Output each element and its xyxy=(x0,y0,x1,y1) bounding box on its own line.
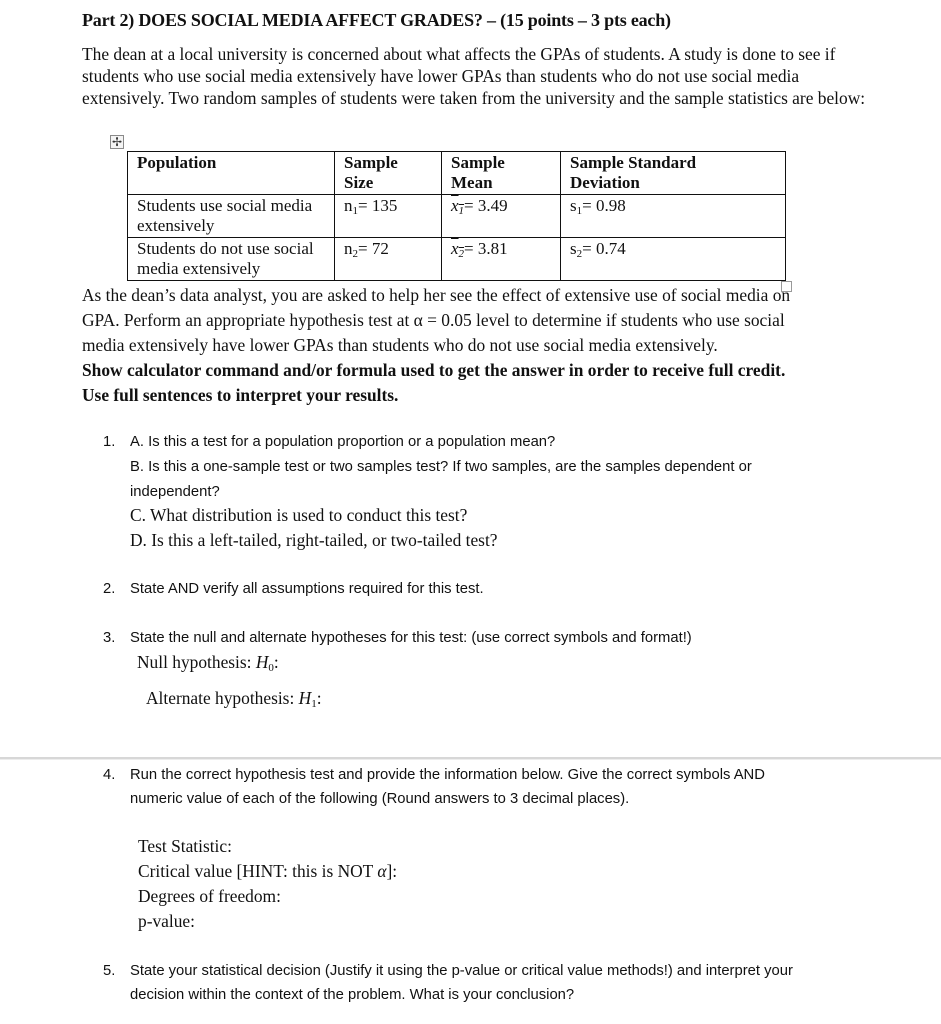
header-population: Population xyxy=(128,152,335,195)
question-number: 2. xyxy=(103,581,116,597)
intro-paragraph: The dean at a local university is concerned about what affects the GPAs of students. A study is done to see if students who use social media extensively have lower GPAs than students who do not use social media extensively. Two random samples of students were taken from the university and the sample statistics are below: xyxy=(82,44,866,108)
table-move-handle-icon[interactable]: ✢ xyxy=(111,135,123,149)
table-row xyxy=(128,195,786,238)
sample-statistics-table xyxy=(127,151,786,281)
section-title: Part 2) DOES SOCIAL MEDIA AFFECT GRADES? – (15 points – 3 pts each) xyxy=(82,10,671,30)
p-value-label: p-value: xyxy=(138,911,195,931)
sample-size-cell: $n_2= 72$ xyxy=(335,238,442,281)
header-sample-sd: Sample Standard Deviation xyxy=(561,152,786,195)
population-cell: Students do not use social media extensively xyxy=(128,238,335,281)
task-line: media extensively have lower GPAs than students who do not use social media extensively. xyxy=(82,335,718,355)
header-sample-mean: Sample Mean xyxy=(442,152,561,195)
question-part-b-cont: independent? xyxy=(130,484,220,500)
question-text: State AND verify all assumptions required for this test. xyxy=(130,581,484,597)
table-header-row xyxy=(128,152,786,195)
question-number: 4. xyxy=(103,767,116,783)
table-row xyxy=(128,238,786,281)
critical-value-label: Critical value [HINT: this is NOT α]: xyxy=(138,861,398,881)
question-number: 1. xyxy=(103,434,116,450)
test-statistic-label: Test Statistic: xyxy=(138,836,232,856)
degrees-of-freedom-label: Degrees of freedom: xyxy=(138,886,281,906)
population-cell: Students use social media extensively xyxy=(128,195,335,238)
question-text: State the null and alternate hypotheses for this test: (use correct symbols and format!) xyxy=(130,630,692,646)
task-paragraph xyxy=(82,283,882,408)
sample-sd-cell: $s_1= 0.98$ xyxy=(561,195,786,238)
question-part-d: D. Is this a left-tailed, right-tailed, or two-tailed test? xyxy=(130,530,498,550)
page-break-divider xyxy=(0,757,941,760)
question-part-a: A. Is this a test for a population proportion or a population mean? xyxy=(130,434,556,450)
question-text-cont: decision within the context of the problem. What is your conclusion? xyxy=(130,987,575,1003)
sample-mean-cell: $x_1= 3.49$ xyxy=(442,195,561,238)
question-part-c: C. What distribution is used to conduct this test? xyxy=(130,505,468,525)
question-part-b: B. Is this a one-sample test or two samples test? If two samples, are the samples dependent or xyxy=(130,459,752,475)
sample-sd-cell: $s_2= 0.74$ xyxy=(561,238,786,281)
alternate-hypothesis-label: Alternate hypothesis: $H_1$: xyxy=(146,688,322,710)
question-number: 3. xyxy=(103,630,116,646)
question-text: Run the correct hypothesis test and provide the information below. Give the correct symbols AND xyxy=(130,767,765,783)
task-line: As the dean’s data analyst, you are asked to help her see the effect of extensive use of social media on xyxy=(82,285,791,305)
question-text: State your statistical decision (Justify it using the p-value or critical value methods!) and interpret your xyxy=(130,963,793,979)
header-sample-size: Sample Size xyxy=(335,152,442,195)
task-line: GPA. Perform an appropriate hypothesis test at α = 0.05 level to determine if students who use social xyxy=(82,310,785,330)
null-hypothesis-label: Null hypothesis: $H_0$: xyxy=(137,652,279,674)
question-text-cont: numeric value of each of the following (Round answers to 3 decimal places). xyxy=(130,791,630,807)
sample-mean-cell: $x_2= 3.81$ xyxy=(442,238,561,281)
sample-size-cell: $n_1= 135$ xyxy=(335,195,442,238)
instruction-bold: Show calculator command and/or formula used to get the answer in order to receive full credit. xyxy=(82,360,786,380)
question-number: 5. xyxy=(103,963,116,979)
instruction-bold: Use full sentences to interpret your results. xyxy=(82,385,399,405)
